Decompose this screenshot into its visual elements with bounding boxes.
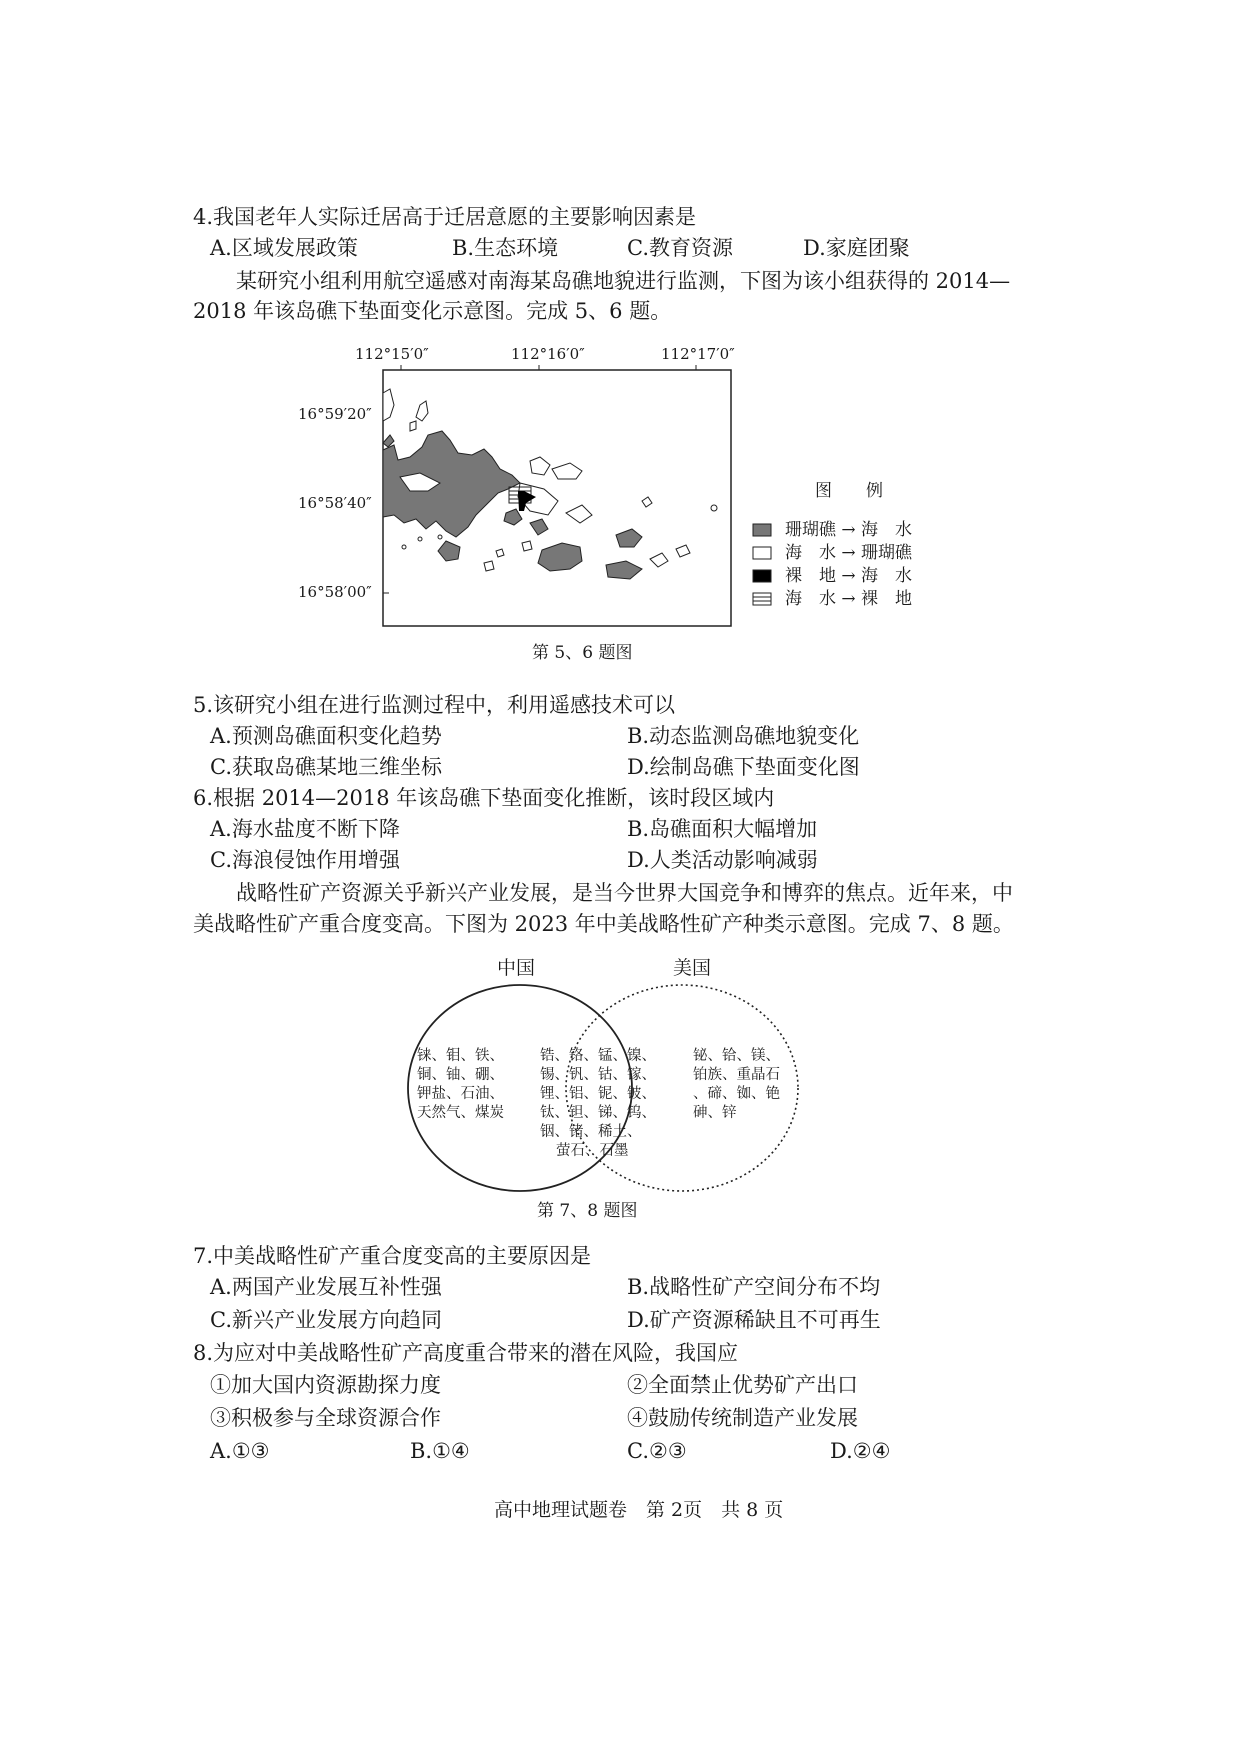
legend-item-3: 裸 地 → 海 水 <box>785 566 913 586</box>
q4-option-c: C.教育资源 <box>627 236 733 260</box>
q7-option-c: C.新兴产业发展方向趋同 <box>210 1308 442 1332</box>
legend-swatches <box>752 523 774 615</box>
sea-to-reef-area <box>566 505 592 523</box>
q8-statement-1: ①加大国内资源勘探力度 <box>210 1373 441 1397</box>
venn-usa-label: 美国 <box>673 957 712 979</box>
sea-to-reef-area <box>650 553 668 567</box>
venn-both-line: 钛、钽、锑、钨、 <box>540 1105 656 1121</box>
lon-label-2: 112°16′0″ <box>511 345 585 363</box>
lat-label-3: 16°58′00″ <box>298 583 372 601</box>
q8-statement-2: ②全面禁止优势矿产出口 <box>627 1373 858 1397</box>
sea-to-reef-area <box>711 505 717 511</box>
q5-option-d: D.绘制岛礁下垫面变化图 <box>627 755 860 779</box>
legend-item-2: 海 水 → 珊瑚礁 <box>785 543 913 563</box>
venn-china-only-line: 铜、铀、硼、 <box>417 1067 504 1083</box>
sea-to-reef-area <box>642 497 652 507</box>
lat-label-1: 16°59′20″ <box>298 405 372 423</box>
sea-to-reef-area <box>438 535 442 539</box>
q8-statement-4: ④鼓励传统制造产业发展 <box>627 1406 858 1430</box>
venn-usa-only-line: 、碲、铷、铯 <box>693 1086 780 1102</box>
q7-option-d: D.矿产资源稀缺且不可再生 <box>627 1308 881 1332</box>
sea-to-reef-area <box>676 545 690 557</box>
legend-title: 图 例 <box>815 481 883 501</box>
reef-to-sea-area <box>606 561 642 579</box>
map-caption: 第 5、6 题图 <box>532 643 633 663</box>
q4-option-a: A.区域发展政策 <box>210 236 358 260</box>
legend-swatch-sea-to-reef <box>753 547 771 559</box>
intro78-line1: 战略性矿产资源关乎新兴产业发展，是当今世界大国竞争和博弈的焦点。近年来，中 <box>236 881 1013 905</box>
q5-stem: 5.该研究小组在进行监测过程中，利用遥感技术可以 <box>193 693 676 717</box>
sea-to-reef-area <box>416 401 428 421</box>
q5-option-b: B.动态监测岛礁地貌变化 <box>627 724 860 748</box>
q4-stem: 4.我国老年人实际迁居高于迁居意愿的主要影响因素是 <box>193 205 697 229</box>
reef-to-sea-area <box>383 435 394 447</box>
legend-swatch-bare-to-sea <box>753 570 771 582</box>
q6-option-b: B.岛礁面积大幅增加 <box>627 817 818 841</box>
intro56-line1: 某研究小组利用航空遥感对南海某岛礁地貌进行监测，下图为该小组获得的 2014— <box>236 269 1011 293</box>
venn-usa-only <box>693 1047 803 1123</box>
venn-usa-only-line: 铂族、重晶石 <box>693 1067 780 1083</box>
q6-stem: 6.根据 2014—2018 年该岛礁下垫面变化推断，该时段区域内 <box>193 786 775 810</box>
q8-stem: 8.为应对中美战略性矿产高度重合带来的潜在风险，我国应 <box>193 1341 739 1365</box>
q6-option-d: D.人类活动影响减弱 <box>627 848 818 872</box>
q6-option-c: C.海浪侵蚀作用增强 <box>210 848 400 872</box>
venn-both-line: 锆、铬、锰、镍、 <box>540 1048 656 1064</box>
q7-option-b: B.战略性矿产空间分布不均 <box>627 1275 881 1299</box>
lon-label-1: 112°15′0″ <box>355 345 429 363</box>
q5-option-a: A.预测岛礁面积变化趋势 <box>210 724 442 748</box>
reef-to-sea-area <box>530 519 548 535</box>
venn-both-line: 锂、铝、铌、铍、 <box>540 1086 656 1102</box>
sea-to-reef-area <box>418 537 422 541</box>
venn-both-line: 铟、锗、稀土、 <box>540 1124 642 1140</box>
q4-option-d: D.家庭团聚 <box>803 236 910 260</box>
venn-both-line: 萤石、石墨 <box>556 1143 629 1159</box>
reef-to-sea-area <box>438 541 460 561</box>
q8-option-a: A.①③ <box>210 1439 270 1463</box>
lat-label-2: 16°58′40″ <box>298 494 372 512</box>
legend-item-4: 海 水 → 裸 地 <box>785 589 913 609</box>
lon-label-3: 112°17′0″ <box>661 345 735 363</box>
q7-stem: 7.中美战略性矿产重合度变高的主要原因是 <box>193 1244 592 1268</box>
reef-change-map <box>380 365 735 630</box>
q8-option-d: D.②④ <box>830 1439 891 1463</box>
sea-to-reef-area <box>484 561 494 571</box>
venn-china-only-line: 天然气、煤炭 <box>417 1105 504 1121</box>
venn-usa-only-line: 砷、锌 <box>693 1105 737 1121</box>
legend-item-1: 珊瑚礁 → 海 水 <box>785 520 913 540</box>
q4-option-b: B.生态环境 <box>452 236 559 260</box>
venn-usa-only-line: 铋、铪、镁、 <box>693 1048 780 1064</box>
venn-china-label: 中国 <box>497 957 536 979</box>
sea-to-reef-area <box>383 389 394 421</box>
q5-option-c: C.获取岛礁某地三维坐标 <box>210 755 442 779</box>
q7-option-a: A.两国产业发展互补性强 <box>210 1275 442 1299</box>
sea-to-reef-area <box>530 457 550 475</box>
venn-china-only-line: 铼、钼、铁、 <box>417 1048 504 1064</box>
venn-both <box>540 1047 670 1161</box>
q6-option-a: A.海水盐度不断下降 <box>210 817 400 841</box>
intro56-line2: 2018 年该岛礁下垫面变化示意图。完成 5、6 题。 <box>193 299 672 323</box>
q8-option-c: C.②③ <box>627 1439 687 1463</box>
sea-to-reef-area <box>552 463 582 479</box>
venn-china-only-line: 钾盐、石油、 <box>417 1086 504 1102</box>
venn-caption: 第 7、8 题图 <box>537 1201 638 1221</box>
reef-to-sea-area <box>538 543 582 571</box>
intro78-line2: 美战略性矿产重合度变高。下图为 2023 年中美战略性矿产种类示意图。完成 7、8 题。 <box>193 912 1014 936</box>
sea-to-reef-area <box>522 541 532 551</box>
q8-option-b: B.①④ <box>410 1439 470 1463</box>
sea-to-reef-area <box>496 549 504 557</box>
venn-china-only <box>417 1047 517 1123</box>
venn-both-line: 锡、钒、钴、镓、 <box>540 1067 656 1083</box>
sea-to-reef-area <box>402 545 406 549</box>
sea-to-reef-area <box>410 421 416 431</box>
reef-to-sea-area <box>383 431 520 537</box>
legend-swatch-sea-to-bare <box>753 593 771 605</box>
legend-swatch-reef-to-sea <box>753 524 771 536</box>
reef-to-sea-area <box>616 529 642 547</box>
q8-statement-3: ③积极参与全球资源合作 <box>210 1406 441 1430</box>
page-footer: 高中地理试题卷 第 2页 共 8 页 <box>494 1499 784 1521</box>
reef-to-sea-area <box>504 509 522 525</box>
